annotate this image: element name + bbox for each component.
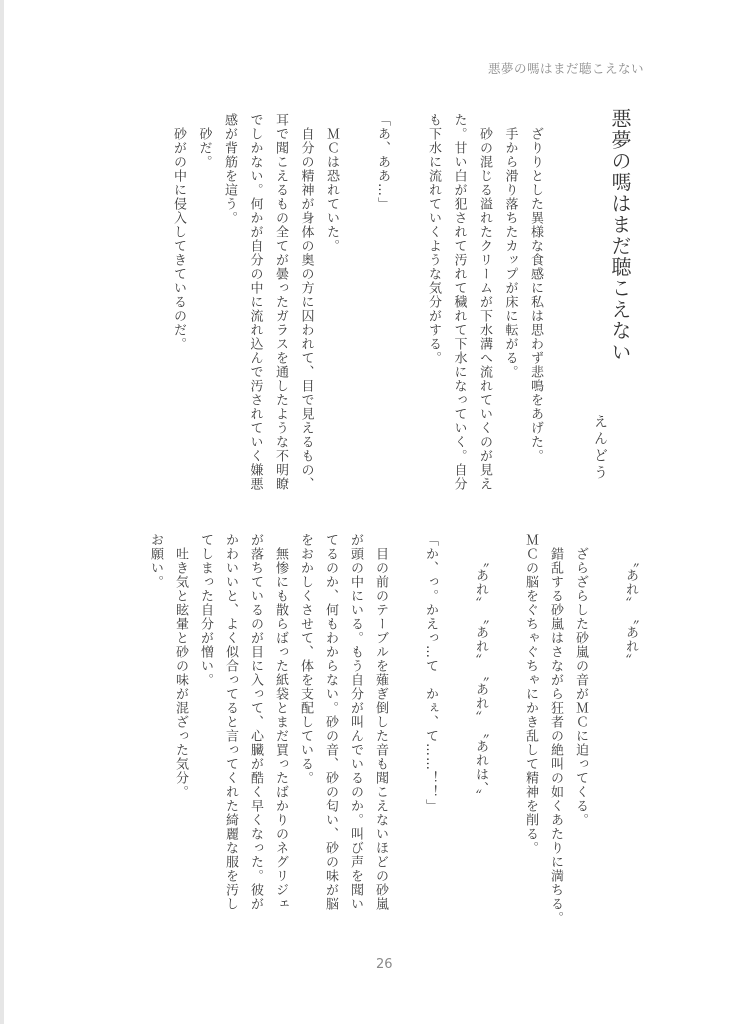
running-header: 悪夢の嗎はまだ聴こえない [487, 61, 644, 76]
text-line [393, 533, 418, 933]
story-title: 悪夢の嗎はまだ聴こえない [608, 108, 632, 363]
text-line: が落ちているのが目に入って、心臓が酷く早くなった。彼が [248, 533, 263, 911]
text-line [493, 533, 518, 933]
text-line [344, 113, 370, 513]
text-line: でしかない。何かが自分の中に流れ込んで汚されていく嫌悪 [247, 113, 263, 491]
text-line: 耳で聞こえるもの全てが曇ったガラスを通したような不明瞭 [273, 113, 288, 491]
text-line: 「か、っ。かえっ…て かぇ、て……！！」 [423, 533, 438, 813]
text-line: 目の前のテーブルを薙ぎ倒した音も聞こえないほどの砂嵐 [373, 533, 388, 911]
text-line: 砂がの中に侵入してきているのだ。 [171, 113, 186, 351]
text-line: 吐き気と眩暈と砂の味が混ざった気分。 [173, 533, 188, 799]
text-line: た。甘い白が犯されて汚れて穢れて下水になっていく。自分 [451, 113, 467, 491]
text-line: をおかしくさせて、体を支配している。 [298, 533, 313, 785]
text-line: 「あ、ああ…」 [375, 113, 390, 211]
page-number: 26 [376, 957, 393, 972]
text-line: 感が背筋を這う。 [222, 113, 237, 225]
text-line: ざりりとした異様な食感に私は思わず悲鳴をあげた。 [528, 113, 543, 463]
text-line [443, 533, 468, 933]
lower-text-block [143, 533, 643, 933]
upper-text-block [166, 113, 549, 513]
text-line: 砂だ。 [196, 113, 212, 169]
text-line: てるのか、何もわからない。砂の音、砂の匂い、砂の味が脳 [323, 533, 338, 911]
text-line: ＭＣは恐れていた。 [324, 113, 339, 253]
page-edge [0, 0, 4, 1024]
text-line: 手から滑り落ちたカップが床に転がる。 [502, 113, 518, 379]
text-line: てしまった自分が憎い。 [198, 533, 213, 687]
text-line: お願い。 [148, 533, 163, 589]
text-line [593, 533, 618, 933]
text-line [395, 113, 421, 513]
text-line: ざらざらした砂嵐の音がＭＣに迫ってくる。 [573, 533, 588, 827]
text-line: かわいいと、よく似合ってると言ってくれた綺麗な服を汚し [223, 533, 238, 911]
text-line: 砂の混じる溢れたクリームが下水溝へ流れていくのが見え [477, 113, 492, 491]
text-line: も下水に流れていくような気分がする。 [426, 113, 441, 365]
text-line: 錯乱する砂嵐はさながら狂者の絶叫の如くあたりに満ちる。 [548, 533, 563, 925]
text-line: 無惨にも散らばった紙袋とまだ買ったばかりのネグリジェ [273, 533, 288, 911]
text-line: 自分の精神が身体の奥の方に囚われて、目で見えるもの、 [298, 113, 314, 491]
text-line: ＭＣの脳をぐちゃぐちゃにかき乱して精神を削る。 [523, 533, 538, 855]
text-line: が頭の中にいる。もう自分が叫んでいるのか。叫び声を聞い [348, 533, 363, 911]
text-line: 〝あれ〟 〝あれ〟 〝あれ〟 〝あれは、〟 [473, 533, 488, 803]
text-line: 〝あれ〟 〝あれ〟 [623, 533, 638, 668]
author-name: えんどう [592, 414, 608, 482]
